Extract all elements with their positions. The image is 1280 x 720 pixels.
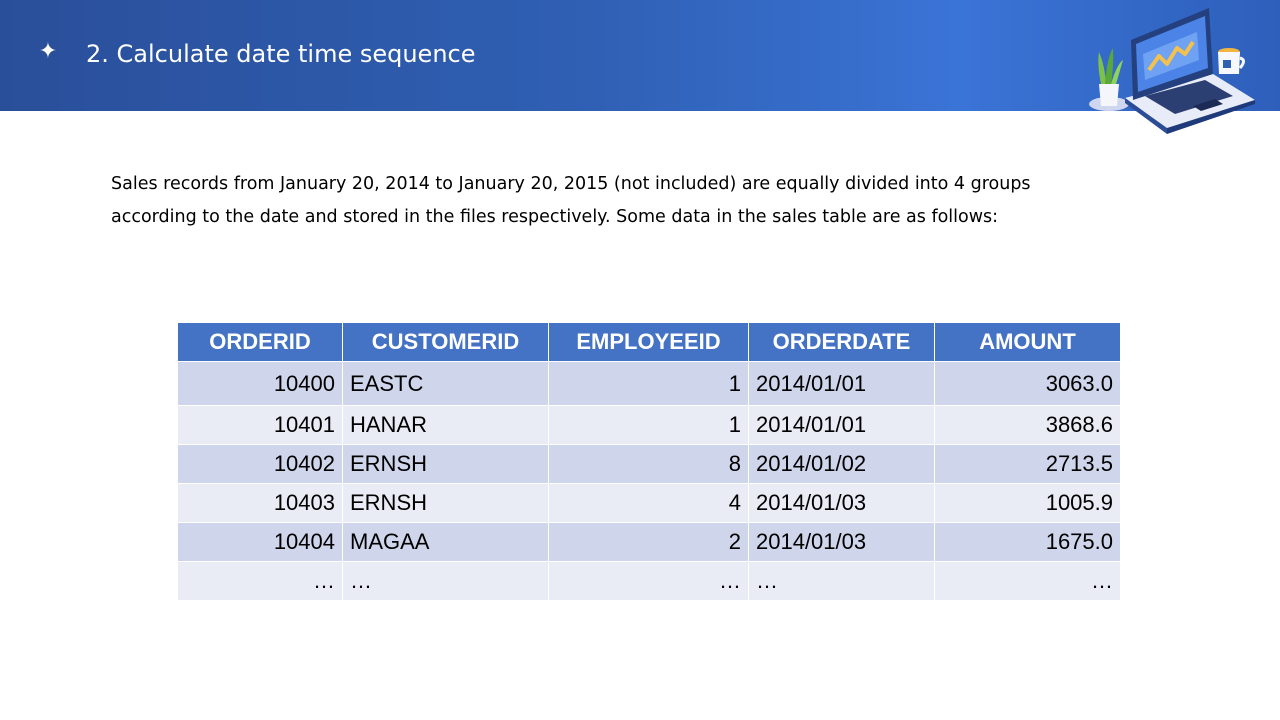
column-header-orderid: ORDERID xyxy=(178,323,343,362)
cell-amount: … xyxy=(935,562,1121,601)
sales-table xyxy=(177,322,1121,601)
cell-employeeid: 4 xyxy=(549,484,749,523)
cell-employeeid: 2 xyxy=(549,523,749,562)
cell-employeeid: 1 xyxy=(549,406,749,445)
column-header-amount: AMOUNT xyxy=(935,323,1121,362)
table-row xyxy=(178,362,1121,406)
bullet-star-icon: ✦ xyxy=(38,39,58,64)
cell-orderid: 10402 xyxy=(178,445,343,484)
cell-amount: 3868.6 xyxy=(935,406,1121,445)
table-header-row xyxy=(178,323,1121,362)
cell-orderid: 10404 xyxy=(178,523,343,562)
cell-customerid: ERNSH xyxy=(343,484,549,523)
intro-line-1: Sales records from January 20, 2014 to January 20, 2015 (not included) are equally divided into 4 groups xyxy=(111,174,1031,194)
laptop-illustration-icon xyxy=(1085,4,1257,144)
cell-customerid: EASTC xyxy=(343,362,549,406)
cell-orderdate: 2014/01/01 xyxy=(749,406,935,445)
slide-title: 2. Calculate date time sequence xyxy=(86,40,476,68)
cell-customerid: HANAR xyxy=(343,406,549,445)
table-row xyxy=(178,484,1121,523)
cell-orderdate: 2014/01/03 xyxy=(749,523,935,562)
cell-orderid: … xyxy=(178,562,343,601)
cell-orderid: 10400 xyxy=(178,362,343,406)
intro-paragraph xyxy=(111,168,1111,234)
table-row-ellipsis xyxy=(178,562,1121,601)
cell-orderid: 10403 xyxy=(178,484,343,523)
cell-orderdate: … xyxy=(749,562,935,601)
column-header-orderdate: ORDERDATE xyxy=(749,323,935,362)
cell-amount: 1675.0 xyxy=(935,523,1121,562)
column-header-customerid: CUSTOMERID xyxy=(343,323,549,362)
cell-customerid: … xyxy=(343,562,549,601)
cell-amount: 2713.5 xyxy=(935,445,1121,484)
intro-line-2: according to the date and stored in the files respectively. Some data in the sales table are as follows: xyxy=(111,207,999,227)
cell-orderdate: 2014/01/01 xyxy=(749,362,935,406)
table-row xyxy=(178,445,1121,484)
cell-orderdate: 2014/01/02 xyxy=(749,445,935,484)
cell-employeeid: … xyxy=(549,562,749,601)
cell-amount: 1005.9 xyxy=(935,484,1121,523)
cell-customerid: MAGAA xyxy=(343,523,549,562)
cell-orderid: 10401 xyxy=(178,406,343,445)
column-header-employeeid: EMPLOYEEID xyxy=(549,323,749,362)
cell-employeeid: 1 xyxy=(549,362,749,406)
table-row xyxy=(178,523,1121,562)
cell-orderdate: 2014/01/03 xyxy=(749,484,935,523)
cell-customerid: ERNSH xyxy=(343,445,549,484)
table-row xyxy=(178,406,1121,445)
cell-amount: 3063.0 xyxy=(935,362,1121,406)
title-banner xyxy=(0,0,1280,111)
cell-employeeid: 8 xyxy=(549,445,749,484)
